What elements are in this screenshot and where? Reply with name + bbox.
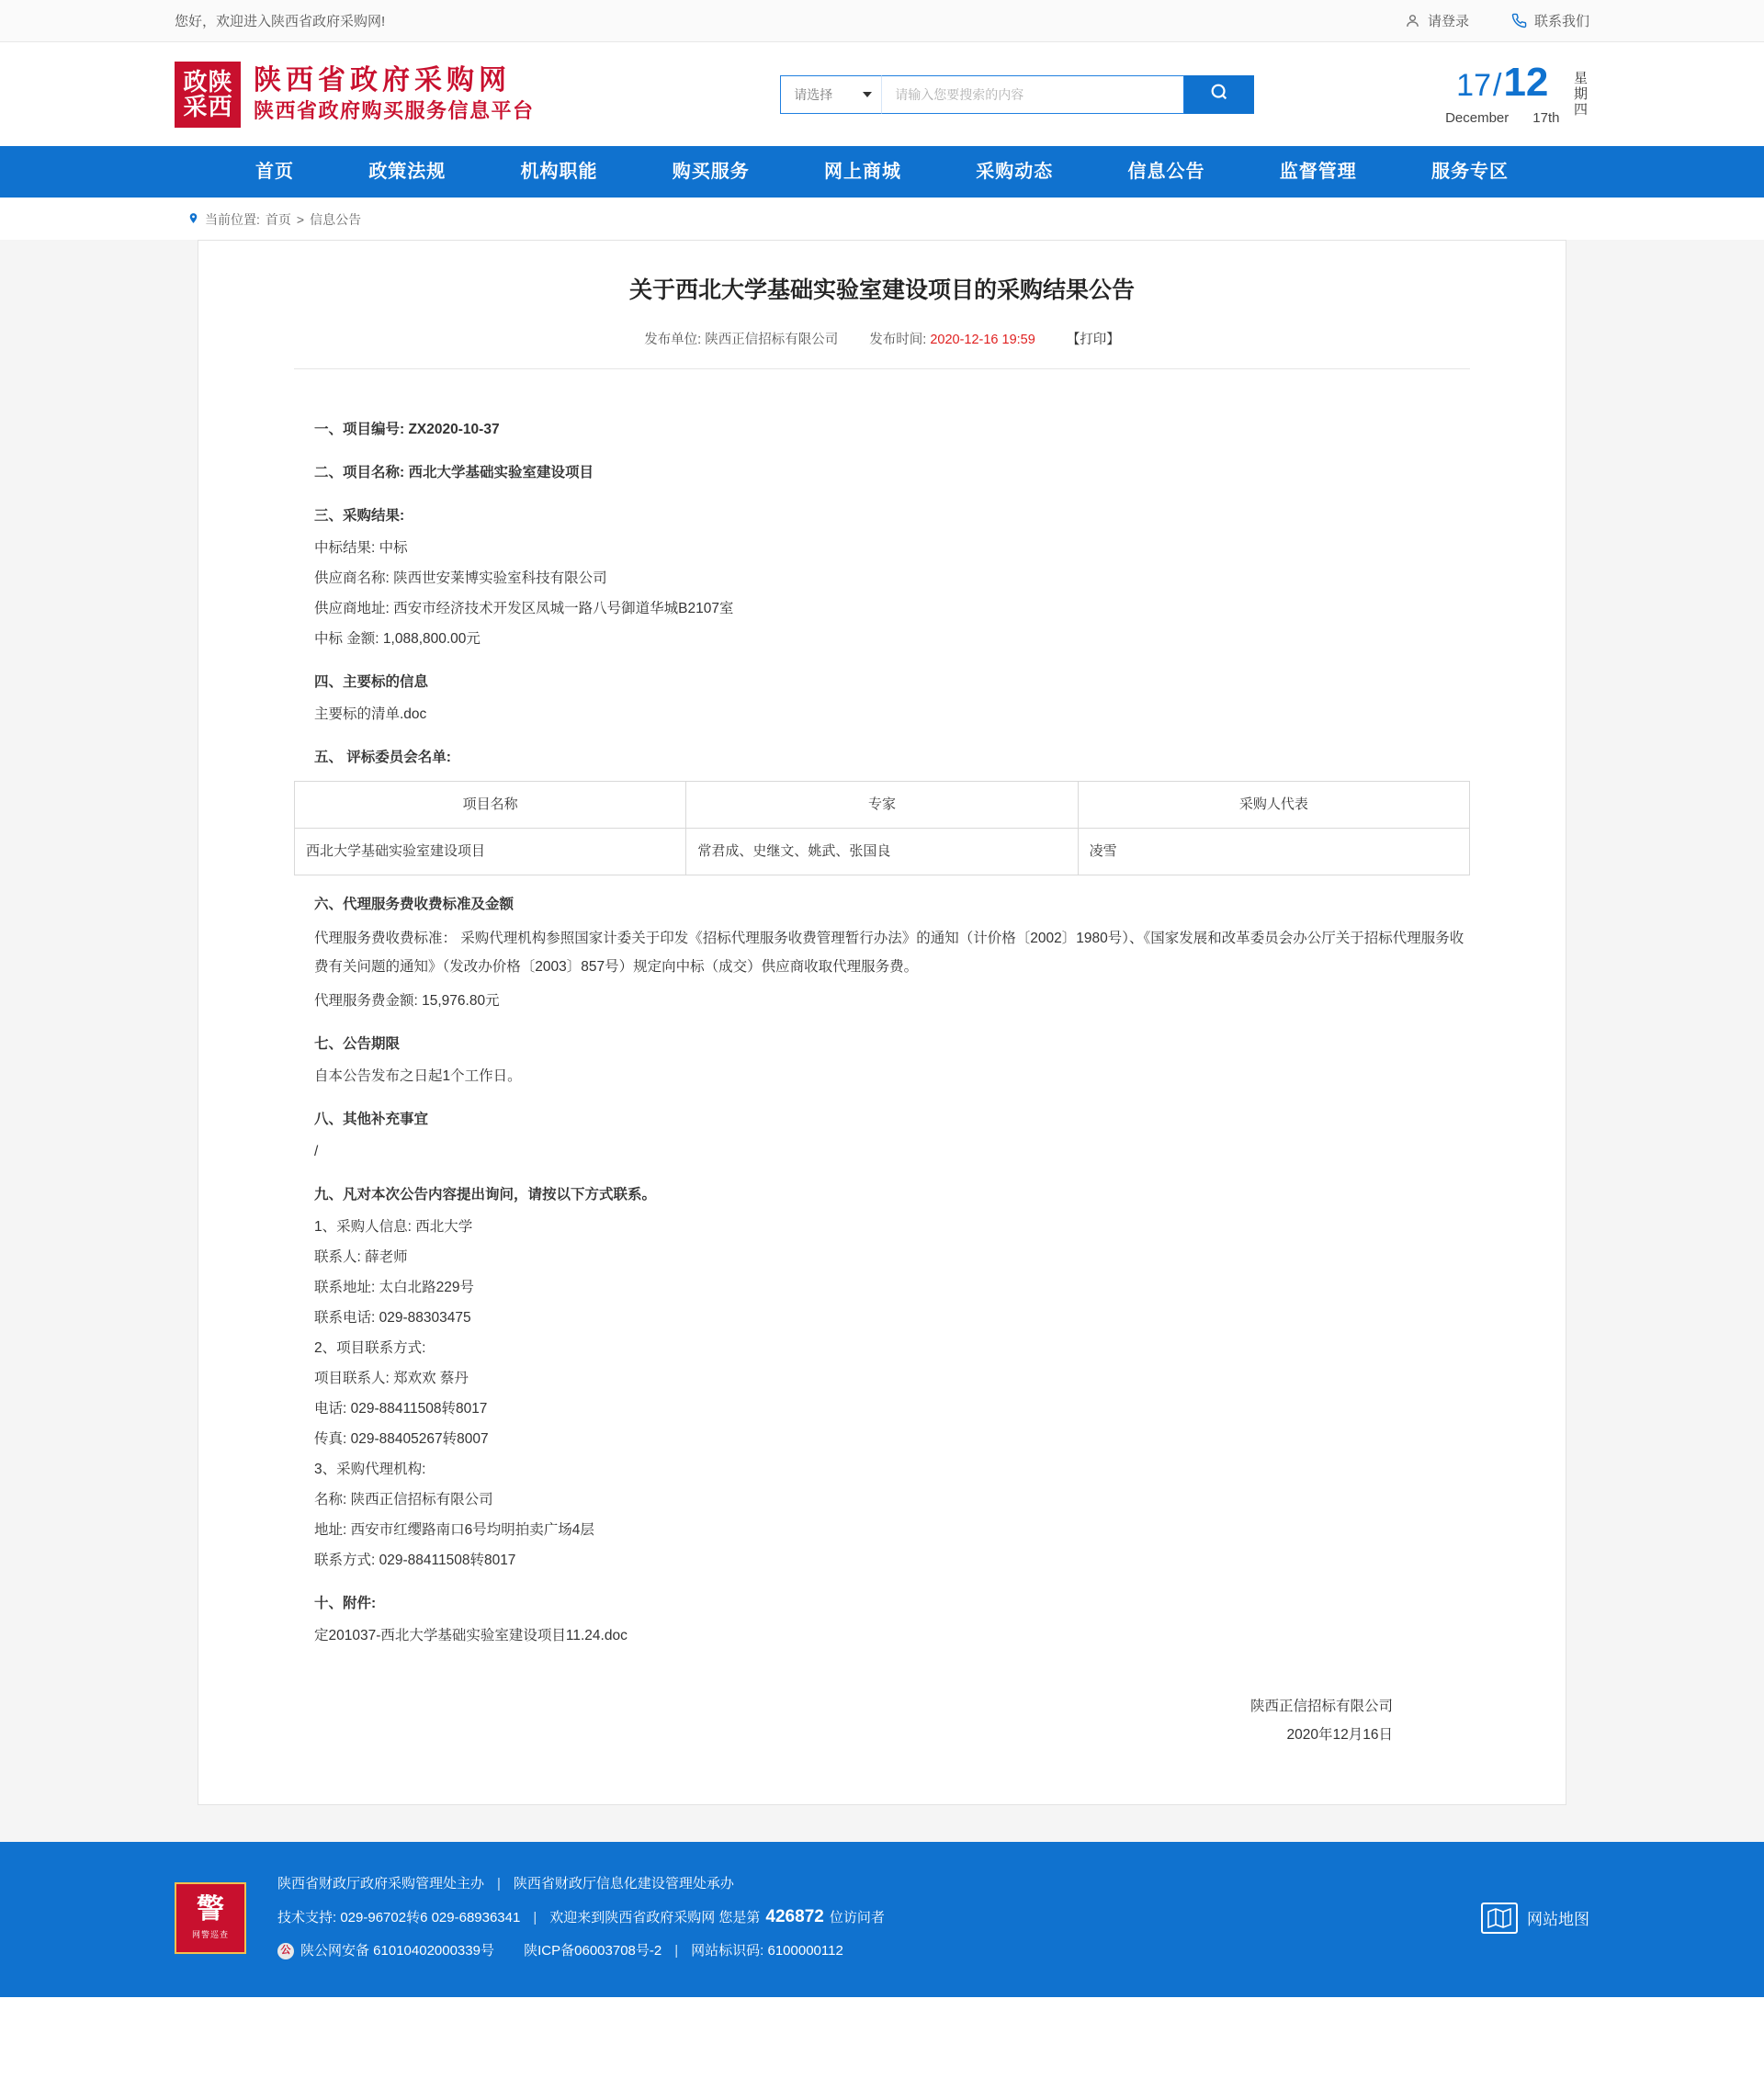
signature-company: 陕西正信招标有限公司 <box>1250 1699 1393 1714</box>
nav-item-news[interactable]: 采购动态 <box>976 162 1054 182</box>
footer-visit-prefix: 欢迎来到陕西省政府采购网 您是第 <box>549 1909 761 1925</box>
site-header <box>0 42 1764 146</box>
footer-line-1 <box>277 1869 885 1899</box>
th-project-name: 项目名称 <box>295 782 686 829</box>
bid-amount: 中标 金额: 1,088,800.00元 <box>314 631 481 647</box>
date-month-en: December <box>1445 110 1510 126</box>
welcome-text: 您好，欢迎进入陕西省政府采购网! <box>175 14 386 29</box>
section-2-title: 二、项目名称: 西北大学基础实验室建设项目 <box>314 465 594 480</box>
th-experts: 专家 <box>686 782 1078 829</box>
footer-visit-suffix: 位访问者 <box>829 1909 885 1925</box>
phone-icon <box>1511 13 1527 28</box>
search-icon <box>1209 82 1229 107</box>
print-button[interactable]: 【打印】 <box>1066 333 1120 347</box>
badge-glyph: 警 <box>197 1893 224 1925</box>
agency-title: 3、采购代理机构: <box>314 1462 426 1477</box>
cell-project-name: 西北大学基础实验室建设项目 <box>295 829 686 875</box>
footer-site-code: 网站标识码: 6100000112 <box>691 1943 843 1959</box>
project-contact-title: 2、项目联系方式: <box>314 1340 426 1356</box>
badge-caption: 网警巡查 <box>191 1929 229 1939</box>
date-day: 17 <box>1456 68 1491 103</box>
nav-item-mall[interactable]: 网上商城 <box>824 162 901 182</box>
breadcrumb-item-announcements[interactable]: 信息公告 <box>310 212 362 227</box>
agency-phone: 联系方式: 029-88411508转8017 <box>314 1553 516 1568</box>
contact-label: 联系我们 <box>1533 14 1589 29</box>
attachment-file[interactable]: 定201037-西北大学基础实验室建设项目11.24.doc <box>314 1628 628 1643</box>
search-category-value: 请选择 <box>794 86 833 102</box>
logo-char-2: 采 <box>183 93 208 120</box>
sitemap-label: 网站地图 <box>1527 1911 1589 1929</box>
login-link[interactable] <box>1405 11 1469 30</box>
logo-char-0: 政 <box>183 68 208 96</box>
page-background <box>0 240 1764 1842</box>
logo-char-3: 西 <box>208 93 232 120</box>
footer-tech-support: 技术支持: 029-96702转6 029-68936341 <box>277 1909 521 1925</box>
date-day-ordinal: 17th <box>1532 110 1560 126</box>
project-phone: 电话: 029-88411508转8017 <box>314 1401 488 1417</box>
committee-table <box>294 781 1470 875</box>
search-button[interactable] <box>1184 75 1254 114</box>
logo-subtitle: 陕西省政府购买服务信息平台 <box>254 98 535 122</box>
footer-line-2 <box>277 1899 885 1937</box>
other-matters: / <box>314 1144 319 1159</box>
section-4-title: 四、主要标的信息 <box>314 674 429 690</box>
logo-mark-icon <box>175 62 241 128</box>
supplier-address: 供应商地址: 西安市经济技术开发区凤城一路八号御道华城B2107室 <box>314 601 734 616</box>
section-8-title: 八、其他补充事宜 <box>314 1112 429 1127</box>
publish-time-label: 发布时间: <box>869 333 927 347</box>
section-5-title: 五、 评标委员会名单: <box>314 750 451 765</box>
logo-char-1: 陕 <box>208 68 232 96</box>
publisher-value: 陕西正信招标有限公司 <box>705 333 839 347</box>
agency-fee-standard: 代理服务费收费标准： 采购代理机构参照国家计委关于印发《招标代理服务收费管理暂行办法》的通知（计价格〔2002〕1980号）、《国家发展和改革委员会办公厅关于招标代理服务收费有关问题的通知》（发改办价格〔2003〕857号）规定向中标（成交）供应商收取代理服务费。 <box>314 931 1464 975</box>
nav-item-functions[interactable]: 机构职能 <box>520 162 598 182</box>
nav-item-services[interactable]: 购买服务 <box>672 162 750 182</box>
nav-item-announcements[interactable]: 信息公告 <box>1127 162 1205 182</box>
nav-item-service-zone[interactable]: 服务专区 <box>1431 162 1509 182</box>
nav-item-supervision[interactable]: 监督管理 <box>1279 162 1357 182</box>
section-9-title: 九、凡对本次公告内容提出询问，请按以下方式联系。 <box>314 1187 657 1203</box>
cyber-police-badge-icon <box>175 1882 246 1954</box>
search-input[interactable] <box>881 75 1184 114</box>
search-area <box>780 75 1254 114</box>
section-7-title: 七、公告期限 <box>314 1036 401 1052</box>
cell-experts: 常君成、史继文、姚武、张国良 <box>686 829 1078 875</box>
footer-divider-2: | <box>533 1909 537 1925</box>
site-footer <box>0 1842 1764 1997</box>
page-title: 关于西北大学基础实验室建设项目的采购结果公告 <box>628 277 1135 303</box>
contact-link[interactable] <box>1511 11 1589 30</box>
agency-fee-amount: 代理服务费金额: 15,976.80元 <box>314 993 500 1009</box>
result-status: 中标结果: 中标 <box>314 540 408 556</box>
buyer-contact: 联系人: 薛老师 <box>314 1249 408 1265</box>
footer-police-record[interactable]: 陕公网安备 61010402000339号 <box>300 1943 494 1959</box>
footer-host: 陕西省财政厅政府采购管理处主办 <box>277 1876 485 1891</box>
visit-counter: 426872 <box>765 1907 824 1927</box>
publisher-label: 发布单位: <box>644 333 702 347</box>
footer-divider-4: | <box>674 1943 679 1959</box>
nav-item-policy[interactable]: 政策法规 <box>368 162 447 182</box>
th-buyer-rep: 采购人代表 <box>1078 782 1469 829</box>
sitemap-link[interactable] <box>1481 1903 1589 1934</box>
announcement-card <box>198 240 1566 1805</box>
agency-address: 地址: 西安市红缨路南口6号均明拍卖广场4层 <box>314 1522 594 1538</box>
date-widget: 17/12 December 17th 星期四 <box>1445 60 1588 126</box>
top-bar <box>0 0 1764 42</box>
location-pin-icon <box>187 211 199 228</box>
section-3-title: 三、采购结果: <box>314 508 405 524</box>
buyer-info: 1、采购人信息: 西北大学 <box>314 1219 473 1235</box>
doc-meta <box>294 329 1470 369</box>
buyer-phone: 联系电话: 029-88303475 <box>314 1310 471 1326</box>
site-logo[interactable] <box>175 62 535 128</box>
user-icon <box>1405 13 1420 28</box>
agency-name: 名称: 陕西正信招标有限公司 <box>314 1492 493 1507</box>
breadcrumb-item-home[interactable]: 首页 <box>265 212 291 227</box>
supplier-name: 供应商名称: 陕西世安莱博实验室科技有限公司 <box>314 570 607 586</box>
footer-divider-1: | <box>497 1876 501 1891</box>
main-nav <box>0 146 1764 198</box>
footer-divider-3 <box>507 1937 511 1966</box>
doc-body <box>294 369 1470 1749</box>
footer-line-3 <box>277 1937 885 1966</box>
nav-item-home[interactable]: 首页 <box>255 162 294 182</box>
chevron-down-icon <box>863 92 872 97</box>
breadcrumb-separator: > <box>296 212 305 227</box>
login-label: 请登录 <box>1427 14 1469 29</box>
breadcrumb <box>175 198 1589 240</box>
sitemap-icon <box>1481 1903 1518 1934</box>
footer-icp[interactable]: 陕ICP备06003708号-2 <box>524 1943 662 1959</box>
date-weekday: 星期四 <box>1571 71 1588 118</box>
logo-title: 陕西省政府采购网 <box>254 65 511 96</box>
date-month: 12 <box>1503 60 1549 105</box>
footer-operator: 陕西省财政厅信息化建设管理处承办 <box>513 1876 734 1891</box>
breadcrumb-prefix: 当前位置: <box>205 212 260 227</box>
section-6-title: 六、代理服务费收费标准及金额 <box>314 897 514 912</box>
subject-list-file[interactable]: 主要标的清单.doc <box>314 706 427 722</box>
project-contact-person: 项目联系人: 郑欢欢 蔡丹 <box>314 1371 469 1386</box>
announcement-period: 自本公告发布之日起1个工作日。 <box>314 1068 522 1084</box>
table-row <box>295 829 1470 875</box>
signature-date: 2020年12月16日 <box>1286 1727 1393 1743</box>
signature-block <box>294 1692 1470 1749</box>
project-fax: 传真: 029-88405267转8007 <box>314 1431 489 1447</box>
police-shield-icon: 公 <box>277 1943 294 1959</box>
cell-buyer-rep: 凌雪 <box>1078 829 1469 875</box>
publish-time-value: 2020-12-16 19:59 <box>930 333 1035 347</box>
search-category-select[interactable] <box>780 75 881 114</box>
section-10-title: 十、附件: <box>314 1596 377 1611</box>
section-1-title: 一、项目编号: ZX2020-10-37 <box>314 422 500 437</box>
buyer-address: 联系地址: 太白北路229号 <box>314 1280 474 1295</box>
table-header-row <box>295 782 1470 829</box>
